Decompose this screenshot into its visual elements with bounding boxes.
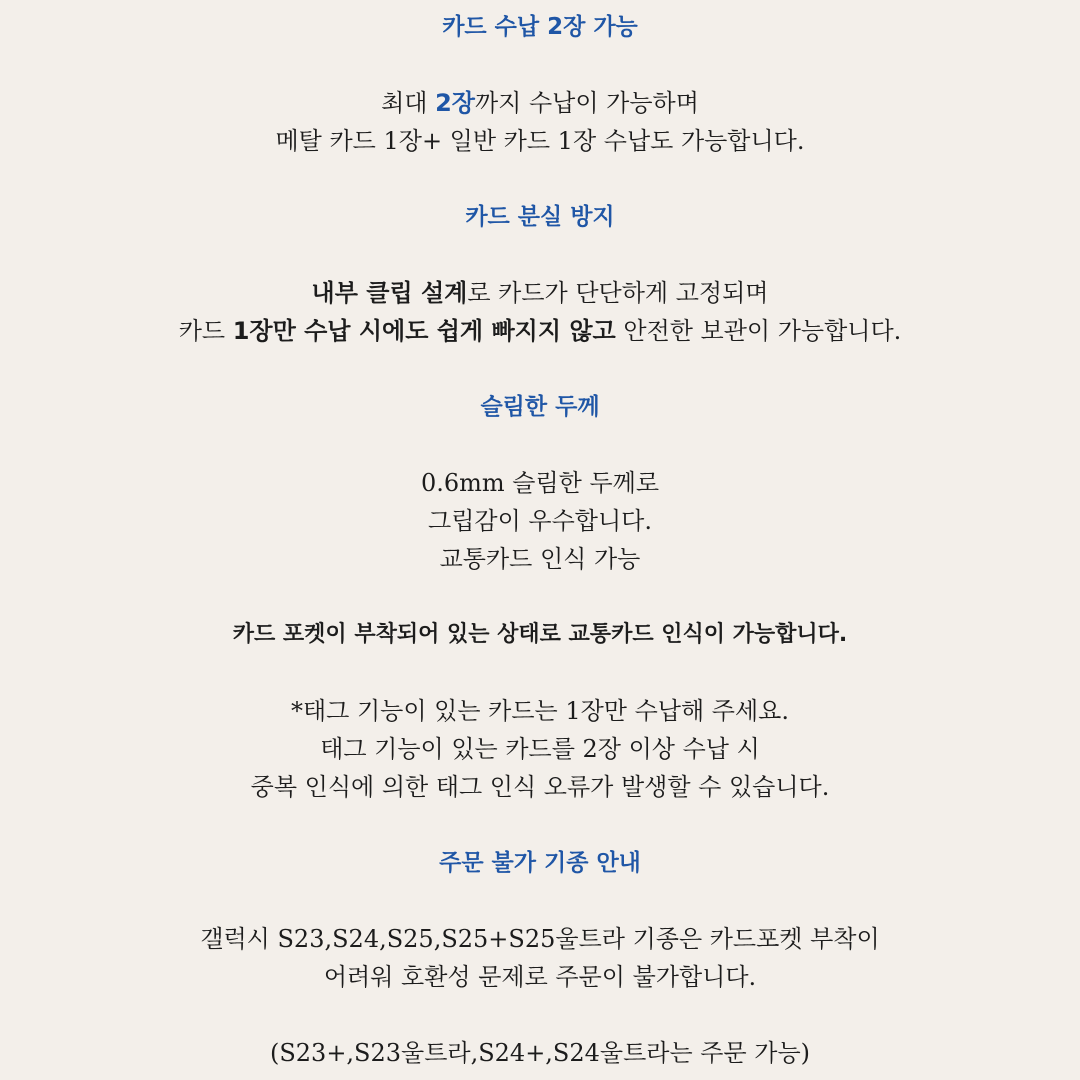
loss-line-2-bold: 1장만 수납 시에도 쉽게 빠지지 않고 — [232, 317, 616, 345]
loss-line-1 — [0, 274, 1080, 312]
storage-line-1-accent: 2장 — [435, 89, 475, 117]
slim-line-3: 교통카드 인식 가능 — [439, 545, 641, 573]
storage-line-2: 메탈 카드 1장+ 일반 카드 1장 수납도 가능합니다. — [275, 127, 805, 155]
transit-bold-line: 카드 포켓이 부착되어 있는 상태로 교통카드 인식이 가능합니다. — [232, 622, 848, 647]
order-line-1: 갤럭시 S23,S24,S25,S25+S25울트라 기종은 카드포켓 부착이 — [200, 925, 880, 953]
transit-note-1: *태그 기능이 있는 카드는 1장만 수납해 주세요. — [291, 697, 789, 725]
transit-note-3: 중복 인식에 의한 태그 인식 오류가 발생할 수 있습니다. — [250, 773, 830, 801]
slim-line-1: 0.6mm 슬림한 두께로 — [420, 469, 660, 497]
loss-line-2-after: 안전한 보관이 가능합니다. — [615, 317, 902, 345]
loss-line-2-before: 카드 — [178, 317, 233, 345]
loss-line-1-bold: 내부 클립 설계 — [311, 279, 468, 307]
transit-note-2: 태그 기능이 있는 카드를 2장 이상 수납 시 — [320, 735, 760, 763]
storage-line-1 — [0, 84, 1080, 122]
storage-line-1-before: 최대 — [381, 89, 436, 117]
loss-line-1-after: 로 카드가 단단하게 고정되며 — [467, 279, 769, 307]
order-line-3: (S23+,S23울트라,S24+,S24울트라는 주문 가능) — [269, 1039, 811, 1067]
loss-heading: 카드 분실 방지 — [465, 204, 615, 230]
order-heading: 주문 불가 기종 안내 — [439, 850, 641, 876]
storage-line-1-after: 까지 수납이 가능하며 — [474, 89, 699, 117]
loss-line-2 — [0, 312, 1080, 350]
slim-heading: 슬림한 두께 — [480, 394, 600, 420]
order-line-2: 어려워 호환성 문제로 주문이 불가합니다. — [323, 963, 757, 991]
slim-line-2: 그립감이 우수합니다. — [428, 507, 652, 535]
storage-heading: 카드 수납 2장 가능 — [442, 14, 638, 40]
